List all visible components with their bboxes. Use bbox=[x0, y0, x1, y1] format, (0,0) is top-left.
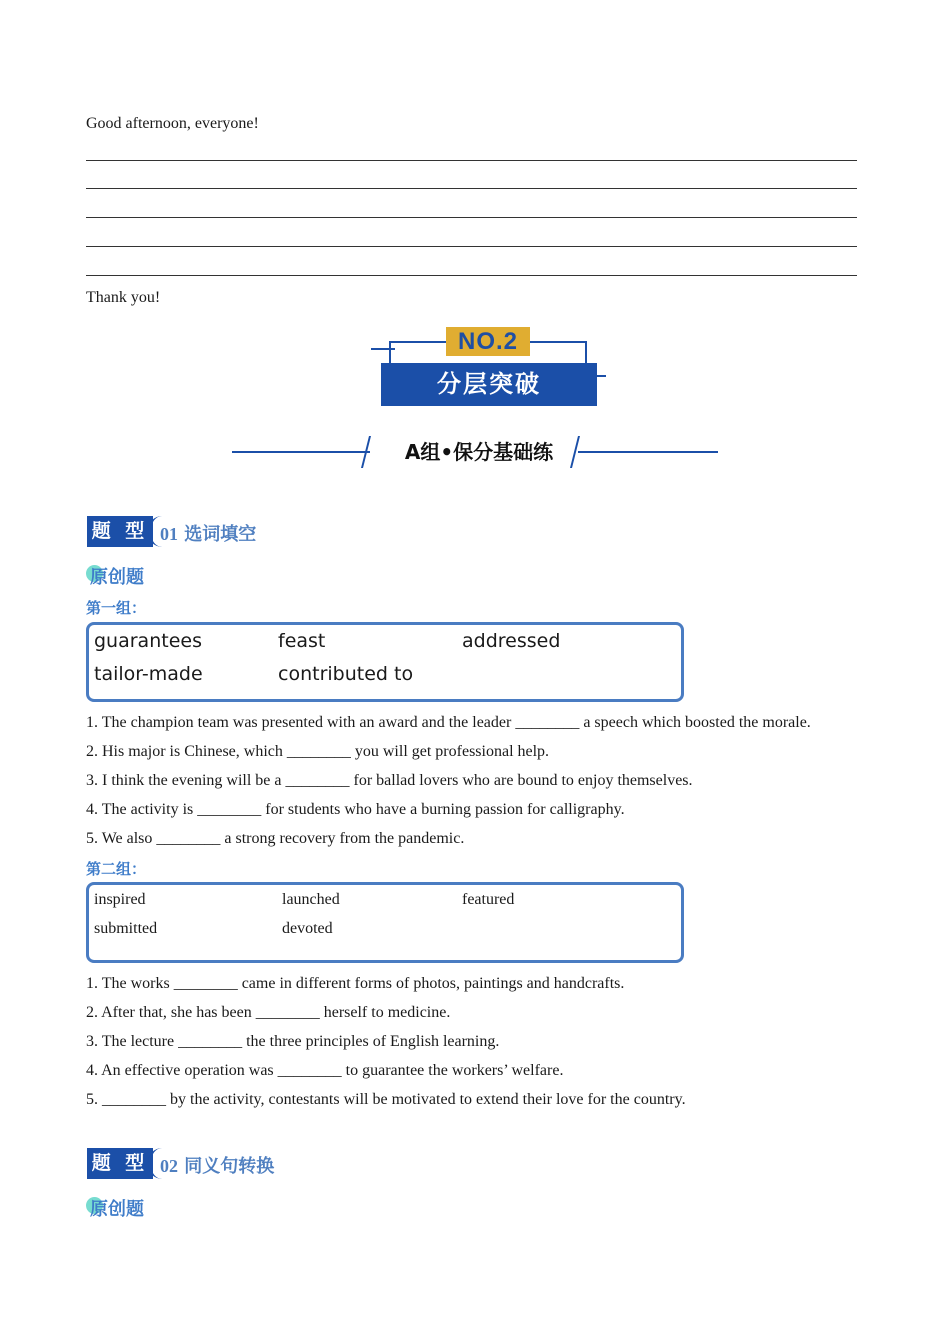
sentence-item: 4. An effective operation was ________ to guarantee the workers’ welfare. bbox=[86, 1062, 564, 1079]
sentence-item: 3. The lecture ________ the three principles of English learning. bbox=[86, 1033, 500, 1050]
question-type-name: 选词填空 bbox=[184, 524, 257, 545]
section-title-banner: 分层突破 bbox=[381, 363, 597, 406]
question-type-number: 01 bbox=[160, 524, 178, 544]
word-option: featured bbox=[462, 891, 515, 908]
header-deco-line bbox=[371, 348, 395, 350]
word-option: launched bbox=[282, 891, 340, 908]
header-deco-line bbox=[530, 341, 587, 343]
writing-line bbox=[86, 160, 857, 161]
group-deco-line-right bbox=[578, 451, 718, 453]
word-option: inspired bbox=[94, 891, 146, 908]
sentence-item: 1. The champion team was presented with an award and the leader ________ a speech which boosted the morale. bbox=[86, 714, 811, 731]
writing-line bbox=[86, 188, 857, 189]
question-type-tag: 题 型 bbox=[87, 516, 153, 547]
word-option: submitted bbox=[94, 920, 158, 937]
word-bank-1 bbox=[86, 622, 684, 702]
writing-line bbox=[86, 217, 857, 218]
writing-line bbox=[86, 246, 857, 247]
sentence-item: 4. The activity is ________ for students who have a burning passion for calligraphy. bbox=[86, 801, 625, 818]
group-deco-line-left bbox=[232, 451, 370, 453]
section-number-tag: NO.2 bbox=[446, 327, 530, 356]
sentence-item: 2. His major is Chinese, which ________ you will get professional help. bbox=[86, 743, 550, 760]
group-2-label: 第二组： bbox=[86, 860, 147, 878]
header-deco-line bbox=[585, 341, 587, 363]
word-option: guarantees bbox=[94, 630, 202, 652]
sentence-item: 2. After that, she has been ________ herself to medicine. bbox=[86, 1004, 451, 1021]
original-question-label: 原创题 bbox=[90, 567, 144, 588]
original-question-label: 原创题 bbox=[90, 1199, 144, 1220]
group-1-label: 第一组： bbox=[86, 599, 147, 617]
word-bank-2 bbox=[86, 882, 684, 963]
sentence-item: 5. ________ by the activity, contestants will be motivated to extend their love for the country. bbox=[86, 1091, 686, 1108]
header-deco-line bbox=[389, 341, 447, 343]
word-option: contributed to bbox=[278, 663, 414, 685]
group-a-title: A组•保分基础练 bbox=[404, 440, 554, 464]
sentence-item: 5. We also ________ a strong recovery from the pandemic. bbox=[86, 830, 465, 847]
sentence-item: 3. I think the evening will be a ________ for ballad lovers who are bound to enjoy themselves. bbox=[86, 772, 693, 789]
greeting-text: Good afternoon, everyone! bbox=[86, 115, 259, 132]
writing-line bbox=[86, 275, 857, 276]
header-deco-line bbox=[389, 341, 391, 363]
word-option: devoted bbox=[282, 920, 333, 937]
word-option: tailor-made bbox=[94, 663, 203, 685]
question-type-tag: 题 型 bbox=[87, 1148, 153, 1179]
word-option: feast bbox=[278, 630, 326, 652]
question-type-number: 02 bbox=[160, 1156, 178, 1176]
question-type-title bbox=[160, 519, 256, 550]
closing-text: Thank you! bbox=[86, 289, 161, 306]
question-type-name: 同义句转换 bbox=[184, 1156, 275, 1177]
sentence-item: 1. The works ________ came in different forms of photos, paintings and handcrafts. bbox=[86, 975, 625, 992]
question-type-title bbox=[160, 1151, 274, 1182]
word-option: addressed bbox=[462, 630, 561, 652]
